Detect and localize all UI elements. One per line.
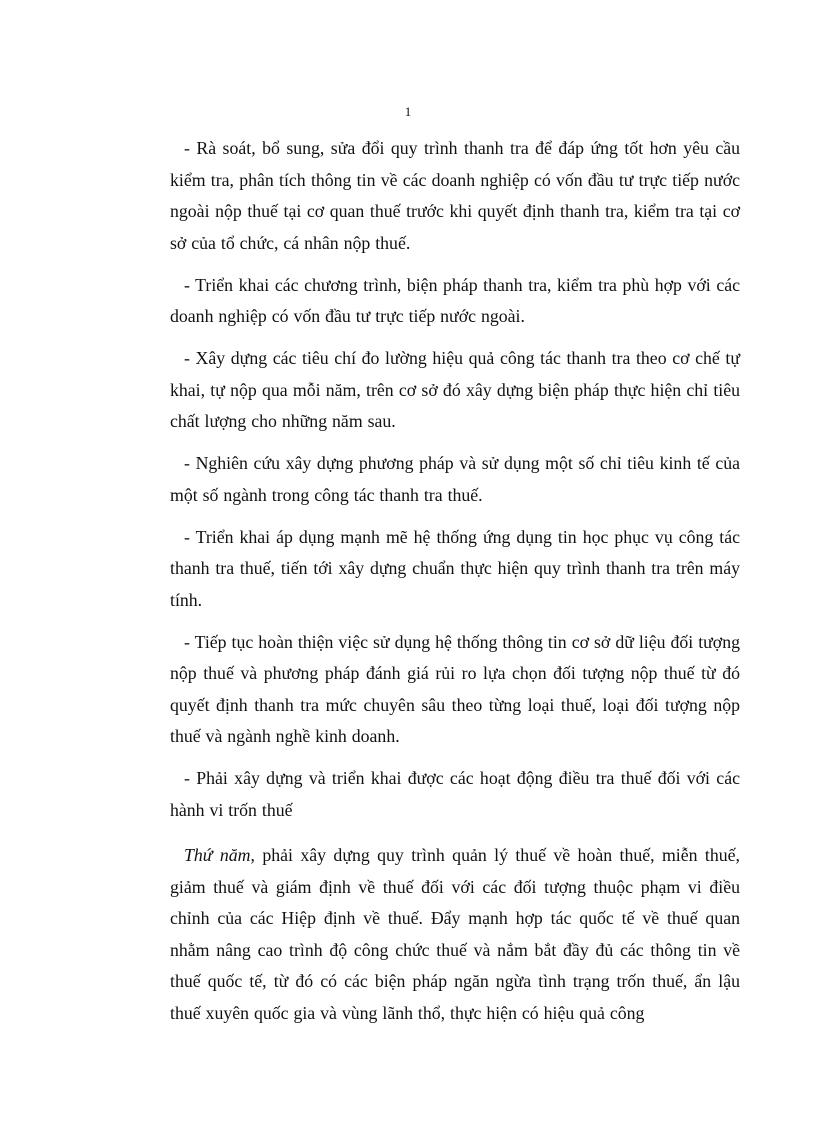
document-body	[170, 133, 740, 1040]
paragraph-risk-assessment-database: - Tiếp tục hoàn thiện việc sử dụng hệ thống thông tin cơ sở dữ liệu đối tượng nộp thuế và phương pháp đánh giá rủi ro lựa chọn đối tượng nộp thuế từ đó quyết định thanh tra mức chuyên sâu theo từng loại thuế, loại đối tượng nộp thuế và ngành nghề kinh doanh.	[170, 631, 740, 746]
page-number: 1	[404, 104, 412, 119]
paragraph-build-effectiveness-criteria: - Xây dựng các tiêu chí đo lường hiệu quả công tác thanh tra theo cơ chế tự khai, tự nộp qua mỗi năm, trên cơ sở đó xây dựng biện pháp thực hiện chỉ tiêu chất lượng cho những năm sau.	[170, 348, 740, 431]
paragraph-review-inspection-process: - Rà soát, bổ sung, sửa đổi quy trình thanh tra để đáp ứng tốt hơn yêu cầu kiểm tra, phân tích thông tin về các doanh nghiệp có vốn đầu tư trực tiếp nước ngoài nộp thuế tại cơ quan thuế trước khi quyết định thanh tra, kiểm tra tại cơ sở của tổ chức, cá nhân nộp thuế.	[170, 138, 740, 253]
paragraph-apply-it-systems: - Triển khai áp dụng mạnh mẽ hệ thống ứng dụng tin học phục vụ công tác thanh tra thuế, tiến tới xây dựng chuẩn thực hiện quy trình thanh tra trên máy tính.	[170, 526, 740, 610]
fifth-point-lead: Thứ năm	[184, 845, 251, 865]
paragraph-fifth-point	[170, 840, 740, 1029]
fifth-point-text: , phải xây dựng quy trình quản lý thuế về hoàn thuế, miễn thuế, giảm thuế và giám định về thuế đối với các đối tượng thuộc phạm vi điều chỉnh của các Hiệp định về thuế. Đẩy mạnh hợp tác quốc tế về thuế quan nhằm nâng cao trình độ công chức thuế và nắm bắt đầy đủ các thông tin về thuế quốc tế, từ đó có các biện pháp ngăn ngừa tình trạng trốn thuế, ẩn lậu thuế xuyên quốc gia và vùng lãnh thổ, thực hiện có hiệu quả công	[170, 845, 740, 1023]
paragraph-deploy-inspection-programs: - Triển khai các chương trình, biện pháp thanh tra, kiểm tra phù hợp với các doanh nghiệp có vốn đầu tư trực tiếp nước ngoài.	[170, 274, 740, 326]
paragraph-tax-evasion-investigation: - Phải xây dựng và triển khai được các hoạt động điều tra thuế đối với các hành vi trốn thuế	[170, 768, 740, 820]
paragraph-research-economic-indicators: - Nghiên cứu xây dựng phương pháp và sử dụng một số chỉ tiêu kinh tế của một số ngành trong công tác thanh tra thuế.	[170, 453, 740, 505]
